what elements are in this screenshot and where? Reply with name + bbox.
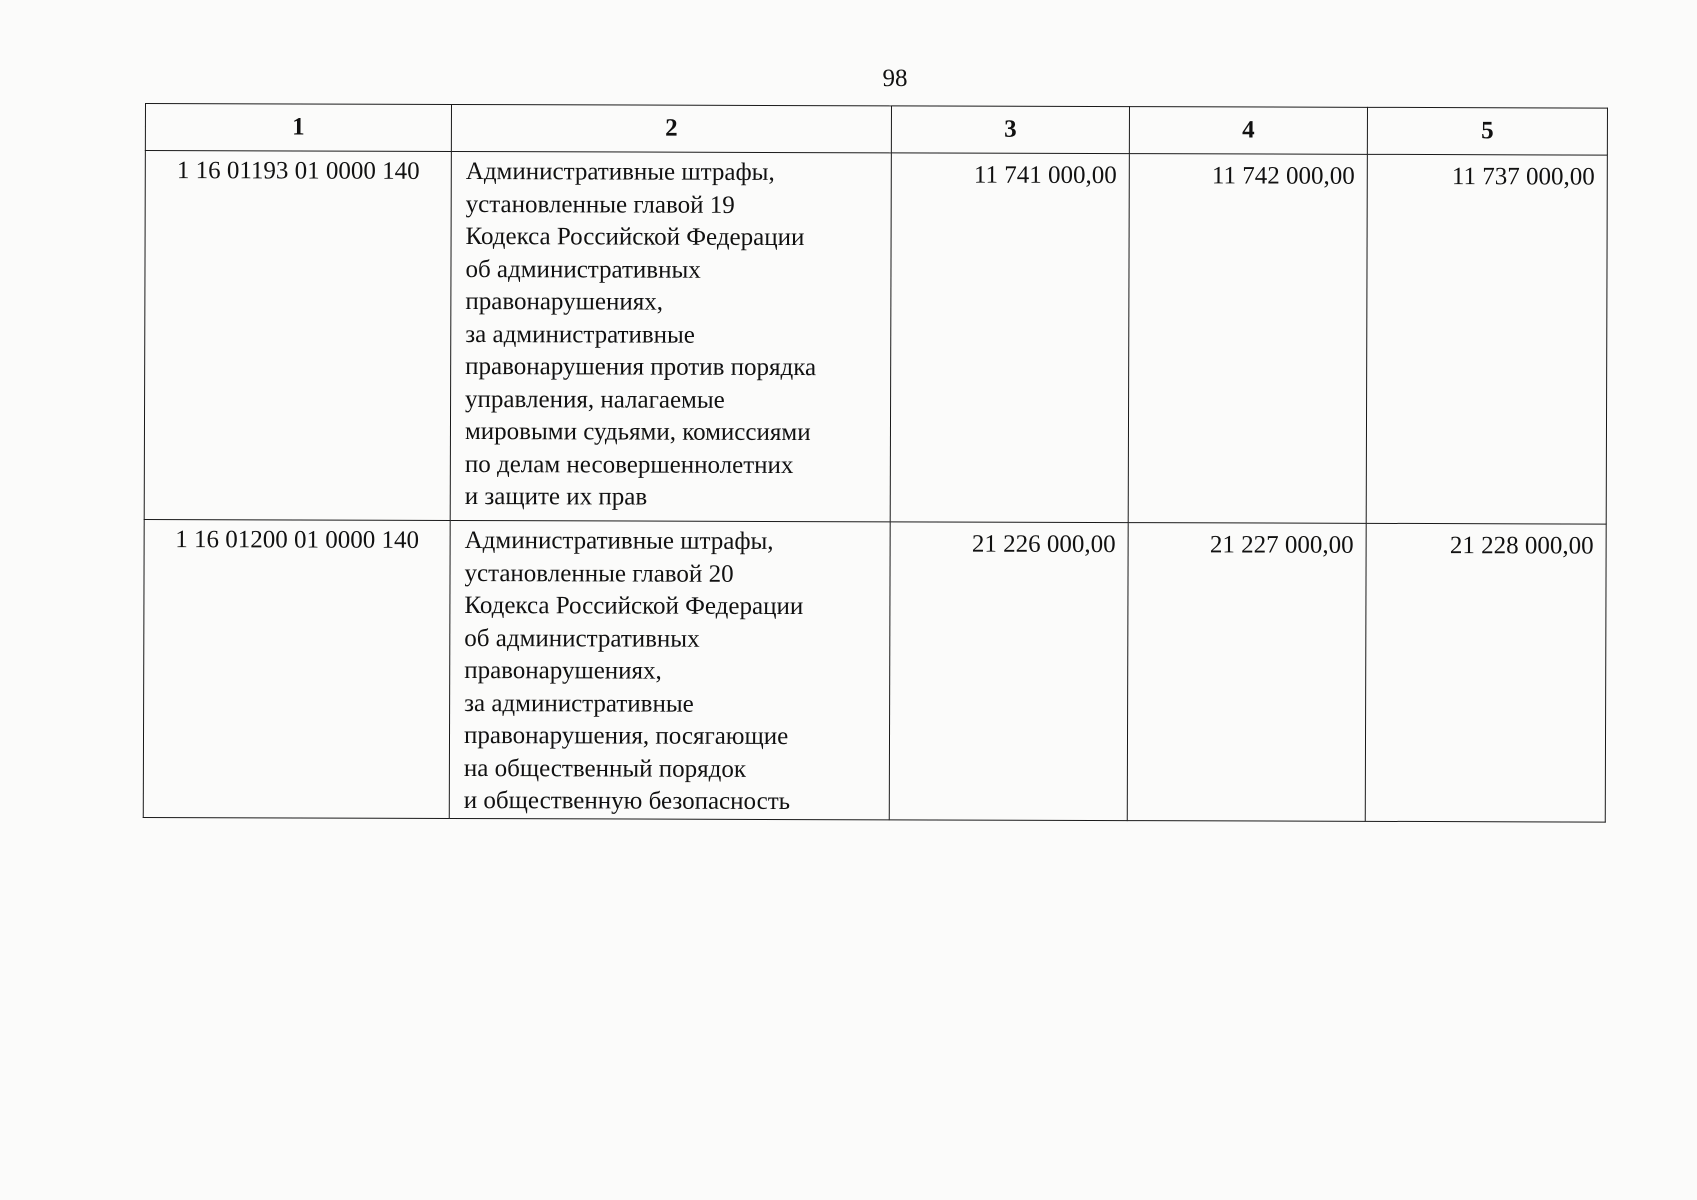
description-line: и общественную безопасность — [463, 787, 791, 816]
column-header-4: 4 — [1129, 107, 1367, 155]
table-header-row — [145, 104, 1607, 156]
description-cell — [449, 520, 890, 819]
description-line: за административные — [465, 320, 695, 349]
description-line: Административные штрафы, — [465, 158, 775, 186]
description-line: установленные главой 19 — [465, 190, 735, 219]
description-line: за административные — [464, 689, 694, 718]
column-header-1: 1 — [145, 104, 451, 152]
description-line: на общественный порядок — [463, 754, 747, 783]
description-line: Кодекса Российской Федерации — [464, 592, 804, 621]
description-cell — [450, 151, 891, 521]
amount-column-4: 21 227 000,00 — [1127, 523, 1366, 821]
budget-code-cell: 1 16 01193 01 0000 140 — [144, 151, 451, 521]
amount-column-5: 21 228 000,00 — [1365, 523, 1606, 821]
amount-column-3: 11 741 000,00 — [890, 153, 1129, 523]
budget-code-cell: 1 16 01200 01 0000 140 — [143, 519, 450, 817]
page-number: 98 — [882, 65, 908, 92]
description-line: мировыми судьями, комиссиями — [464, 418, 811, 447]
amount-column-5: 11 737 000,00 — [1366, 154, 1607, 524]
description-line: правонарушения, посягающие — [463, 722, 789, 751]
description-line: об административных — [465, 255, 701, 284]
amount-column-3: 21 226 000,00 — [889, 522, 1128, 820]
column-header-5: 5 — [1367, 107, 1607, 155]
description-line: правонарушениях, — [465, 288, 664, 316]
column-header-3: 3 — [891, 106, 1129, 154]
table-row — [144, 151, 1607, 525]
description-line: об административных — [464, 624, 700, 653]
description-line: по делам несовершеннолетних — [464, 450, 794, 479]
description-line: и защите их прав — [464, 483, 648, 511]
description-line: управления, налагаемые — [465, 385, 725, 414]
description-line: правонарушения против порядка — [465, 353, 817, 382]
table-row — [143, 519, 1606, 821]
budget-table — [143, 103, 1608, 822]
column-header-2: 2 — [451, 104, 891, 152]
description-line: Кодекса Российской Федерации — [465, 223, 805, 252]
description-line: правонарушениях, — [464, 657, 662, 685]
description-line: Административные штрафы, — [464, 527, 774, 555]
amount-column-4: 11 742 000,00 — [1128, 154, 1367, 524]
description-line: установленные главой 20 — [464, 559, 734, 588]
